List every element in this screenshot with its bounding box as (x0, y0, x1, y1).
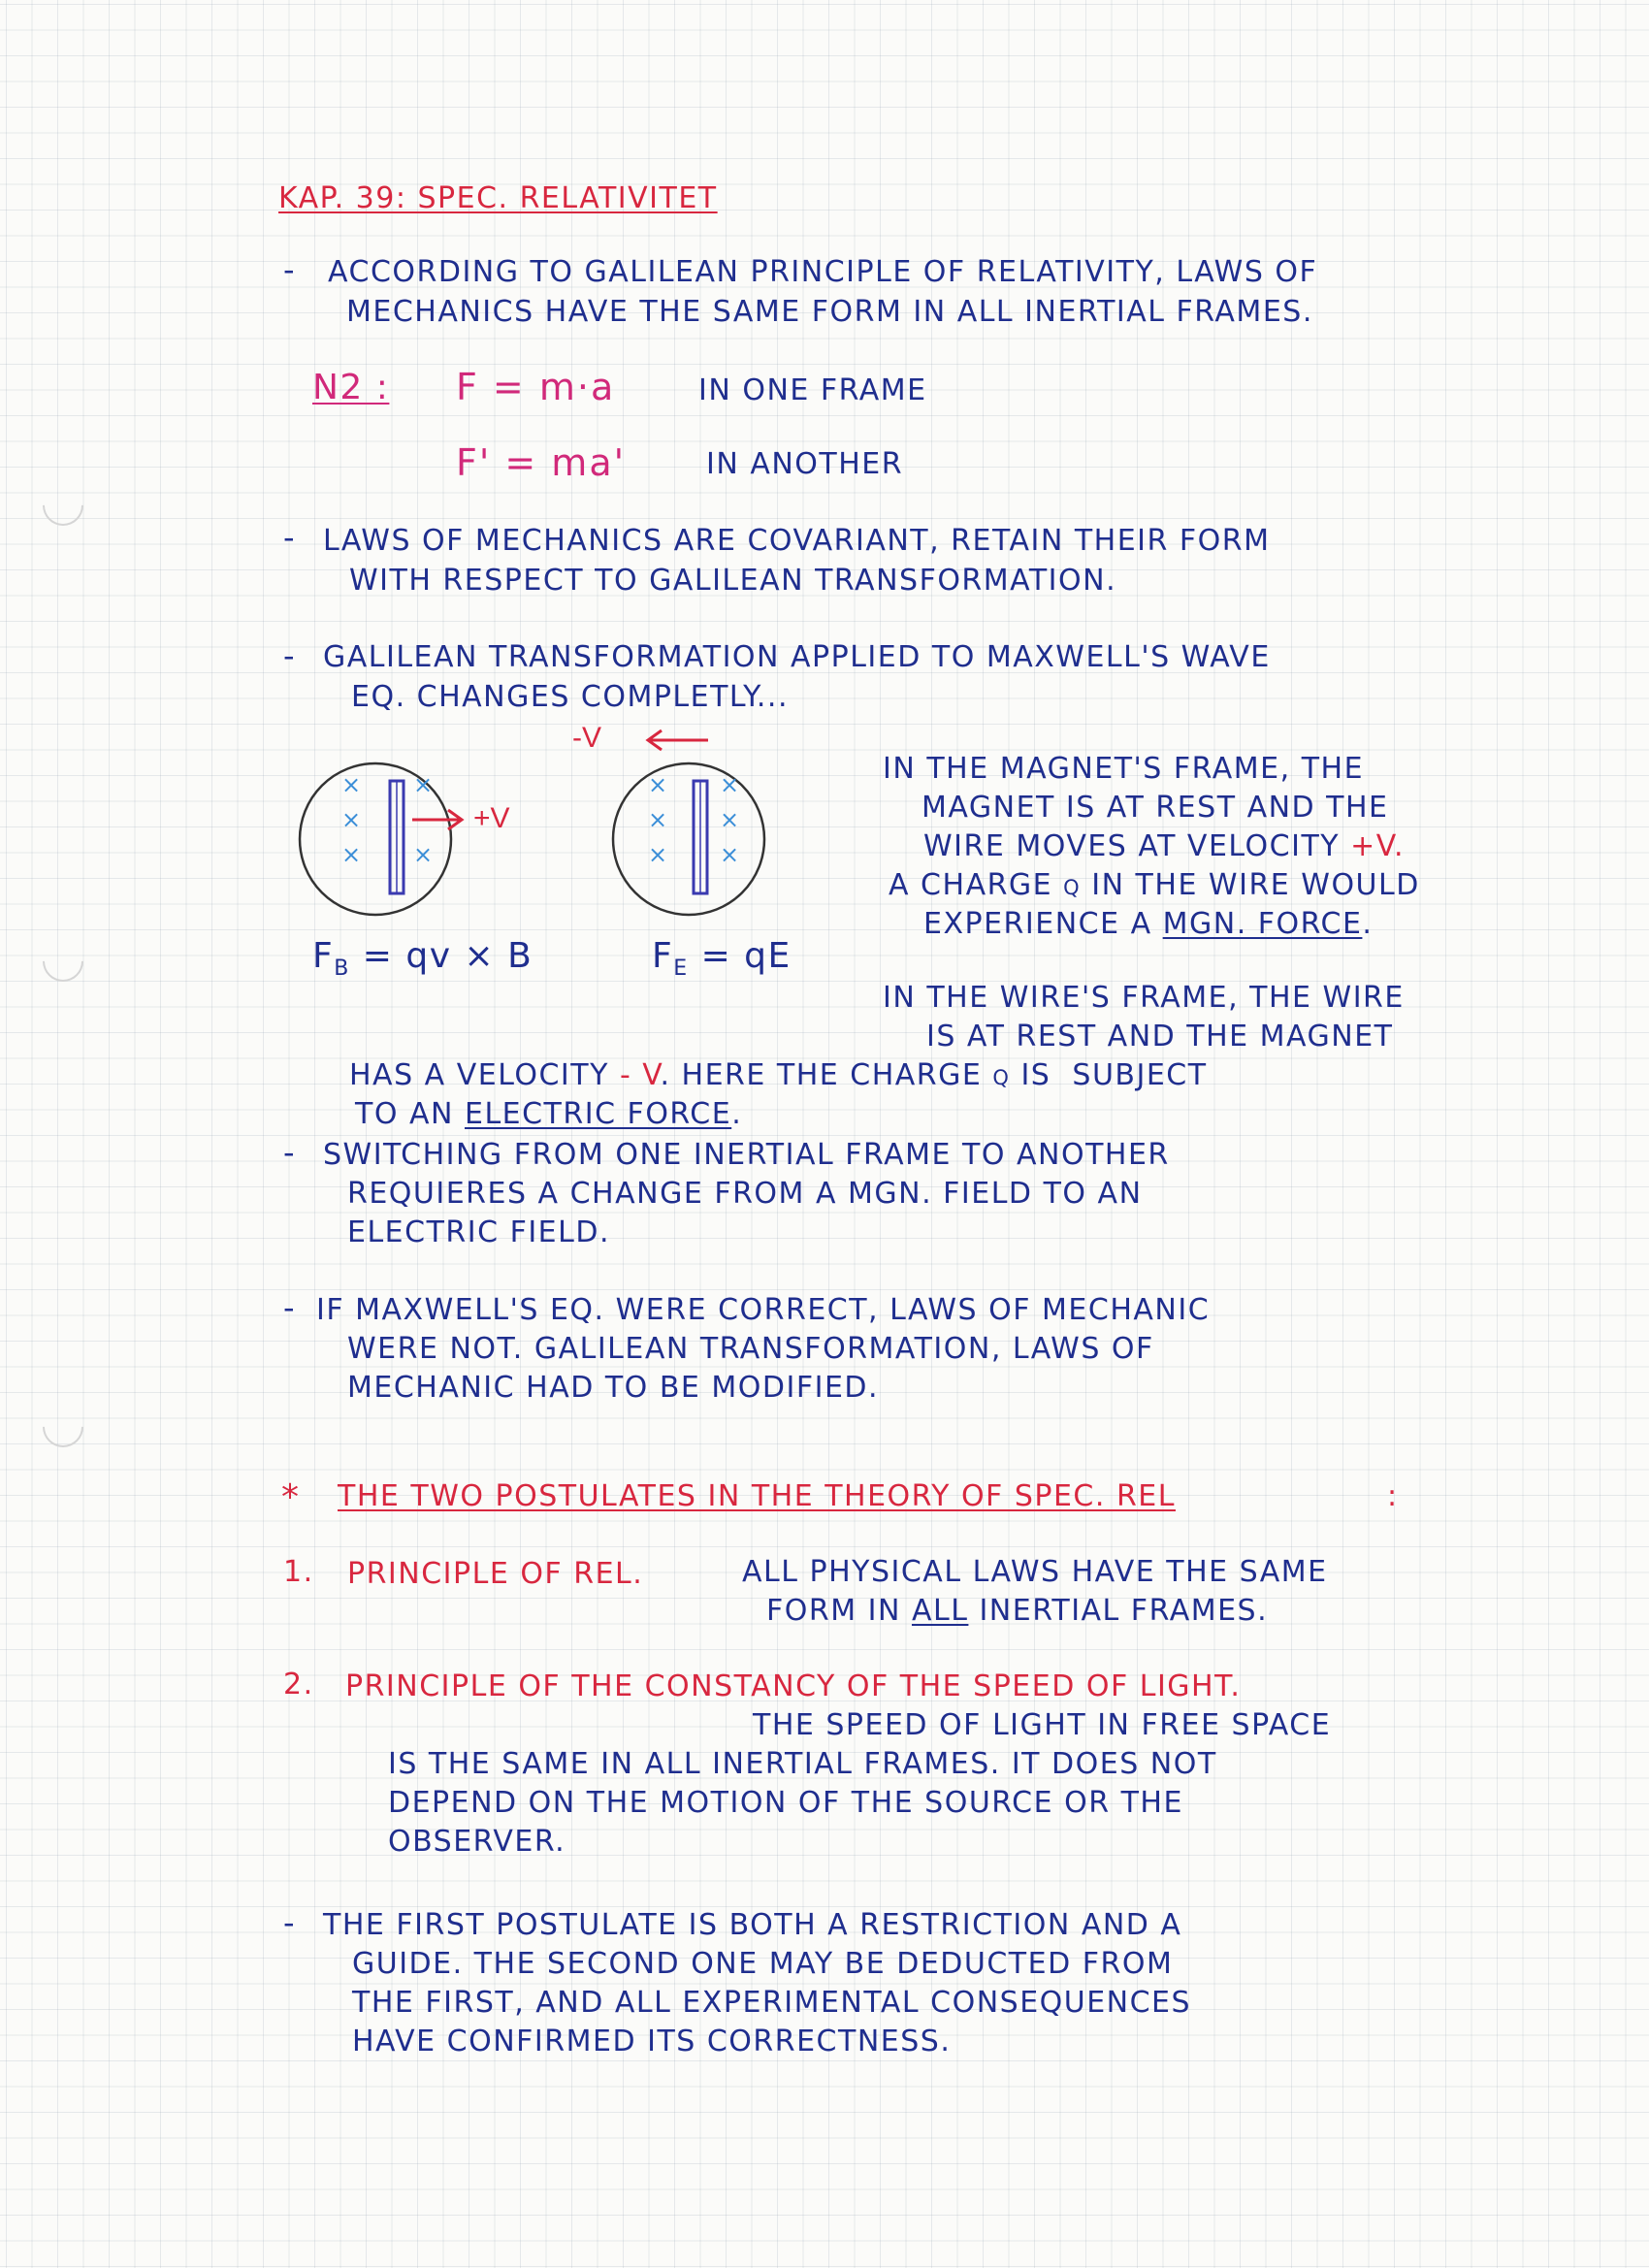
velocity-minus: - V (619, 1058, 661, 1092)
velocity-label-minus: -V (572, 722, 601, 754)
text-line: MECHANIC HAD TO BE MODIFIED. (347, 1371, 880, 1405)
text-line: DEPEND ON THE MOTION OF THE SOURCE OR THE (388, 1786, 1183, 1820)
field-cross: × (648, 771, 668, 798)
equation-note: IN ANOTHER (706, 447, 904, 481)
magnetic-force-formula (312, 936, 534, 981)
equation-note: IN ONE FRAME (698, 373, 927, 407)
text-span: EXPERIENCE A (923, 907, 1163, 941)
equation-newton-2: F' = ma' (456, 441, 627, 484)
punch-hole-3 (34, 1398, 91, 1455)
bullet-dash: - (283, 519, 295, 556)
bullet-dash: - (283, 1289, 295, 1326)
text-span: HAS A VELOCITY (349, 1058, 620, 1092)
text-line: HAVE CONFIRMED ITS CORRECTNESS. (352, 2025, 952, 2058)
text-span: INERTIAL FRAMES. (968, 1594, 1269, 1628)
underlined-term: MGN. FORCE (1162, 907, 1363, 941)
field-cross: × (341, 841, 362, 868)
text-line: WITH RESPECT TO GALILEAN TRANSFORMATION. (349, 564, 1117, 598)
text-line (349, 1058, 1208, 1092)
formula-rest: = qE (688, 936, 792, 976)
bullet-dash: - (283, 1904, 295, 1941)
underlined-term: ALL (911, 1594, 969, 1628)
formula-rest: = qv × B (349, 936, 534, 976)
punch-hole-1 (34, 476, 91, 534)
text-span: . (1362, 907, 1374, 941)
punch-hole-2 (34, 932, 91, 989)
formula-main: F (312, 936, 335, 976)
text-span: FORM IN (766, 1594, 912, 1628)
postulates-title-colon: : (1387, 1479, 1399, 1513)
velocity-plus: +V. (1350, 829, 1405, 863)
text-span: . (731, 1097, 743, 1131)
underlined-term: ELECTRIC FORCE (464, 1097, 732, 1131)
velocity-label-plus: +V (473, 802, 510, 834)
text-line: REQUIERES A CHANGE FROM A MGN. FIELD TO AN (347, 1177, 1143, 1211)
text-line: ELECTRIC FIELD. (347, 1215, 610, 1249)
text-span: TO AN (355, 1097, 465, 1131)
field-cross: × (720, 771, 740, 798)
text-line: IF MAXWELL'S EQ. WERE CORRECT, LAWS OF MECHANIC (316, 1293, 1211, 1327)
text-span: WIRE MOVES AT VELOCITY (923, 829, 1351, 863)
text-line: A CHARGE q IN THE WIRE WOULD (889, 868, 1420, 902)
field-cross: × (648, 806, 668, 833)
text-span: . HERE THE CHARGE q IS SUBJECT (660, 1058, 1208, 1092)
right-frame-circle (613, 763, 764, 915)
text-line: LAWS OF MECHANICS ARE COVARIANT, RETAIN THEIR FORM (323, 524, 1271, 558)
bullet-dash: - (283, 251, 295, 288)
formula-sub: B (334, 956, 350, 981)
field-cross: × (413, 771, 434, 798)
postulates-star: * (281, 1477, 301, 1517)
text-line: EQ. CHANGES COMPLETLY... (351, 680, 790, 714)
electric-force-formula (652, 936, 792, 981)
equation-newton-1: F = m·a (456, 366, 616, 408)
text-line (923, 829, 1405, 863)
text-line: GUIDE. THE SECOND ONE MAY BE DEDUCTED FROM (352, 1947, 1174, 1981)
text-line: WERE NOT. GALILEAN TRANSFORMATION, LAWS OF (347, 1332, 1154, 1366)
text-line: ALL PHYSICAL LAWS HAVE THE SAME (742, 1555, 1328, 1589)
field-cross: × (341, 806, 362, 833)
text-line: THE FIRST, AND ALL EXPERIMENTAL CONSEQUENCES (352, 1986, 1192, 2020)
field-cross: × (413, 841, 434, 868)
field-cross: × (648, 841, 668, 868)
page-title: KAP. 39: SPEC. RELATIVITET (278, 181, 718, 215)
text-line (923, 907, 1374, 941)
postulate-2-number: 2. (283, 1668, 314, 1701)
text-line: GALILEAN TRANSFORMATION APPLIED TO MAXWELL'S WAVE (323, 640, 1271, 674)
text-line: SWITCHING FROM ONE INERTIAL FRAME TO ANOTHER (323, 1138, 1170, 1172)
text-line: IS THE SAME IN ALL INERTIAL FRAMES. IT DOES NOT (388, 1747, 1217, 1781)
postulate-2-name: PRINCIPLE OF THE CONSTANCY OF THE SPEED OF LIGHT. (345, 1669, 1242, 1703)
bullet-dash: - (283, 1134, 295, 1171)
text-line: IS AT REST AND THE MAGNET (926, 1020, 1394, 1053)
text-line (355, 1097, 743, 1131)
text-line: ACCORDING TO GALILEAN PRINCIPLE OF RELATIVITY, LAWS OF (328, 255, 1318, 289)
formula-sub: E (673, 956, 689, 981)
text-line: THE SPEED OF LIGHT IN FREE SPACE (753, 1708, 1332, 1742)
field-cross: × (341, 771, 362, 798)
postulate-1-number: 1. (283, 1555, 314, 1589)
field-cross: × (720, 841, 740, 868)
text-line: MAGNET IS AT REST AND THE (922, 791, 1389, 825)
bullet-dash: - (283, 637, 295, 674)
postulate-1-name: PRINCIPLE OF REL. (347, 1557, 644, 1591)
field-cross: × (720, 806, 740, 833)
formula-main: F (652, 936, 674, 976)
postulates-title: THE TWO POSTULATES IN THE THEORY OF SPEC. REL (338, 1479, 1176, 1513)
text-line: IN THE WIRE'S FRAME, THE WIRE (883, 981, 1405, 1015)
text-line (766, 1594, 1269, 1628)
text-line: OBSERVER. (388, 1825, 566, 1859)
n2-label: N2 : (312, 368, 390, 407)
text-line: THE FIRST POSTULATE IS BOTH A RESTRICTION AND A (323, 1908, 1182, 1942)
magnet-wire-diagram (281, 713, 786, 965)
text-line: MECHANICS HAVE THE SAME FORM IN ALL INERTIAL FRAMES. (346, 295, 1313, 329)
text-line: IN THE MAGNET'S FRAME, THE (883, 752, 1365, 786)
